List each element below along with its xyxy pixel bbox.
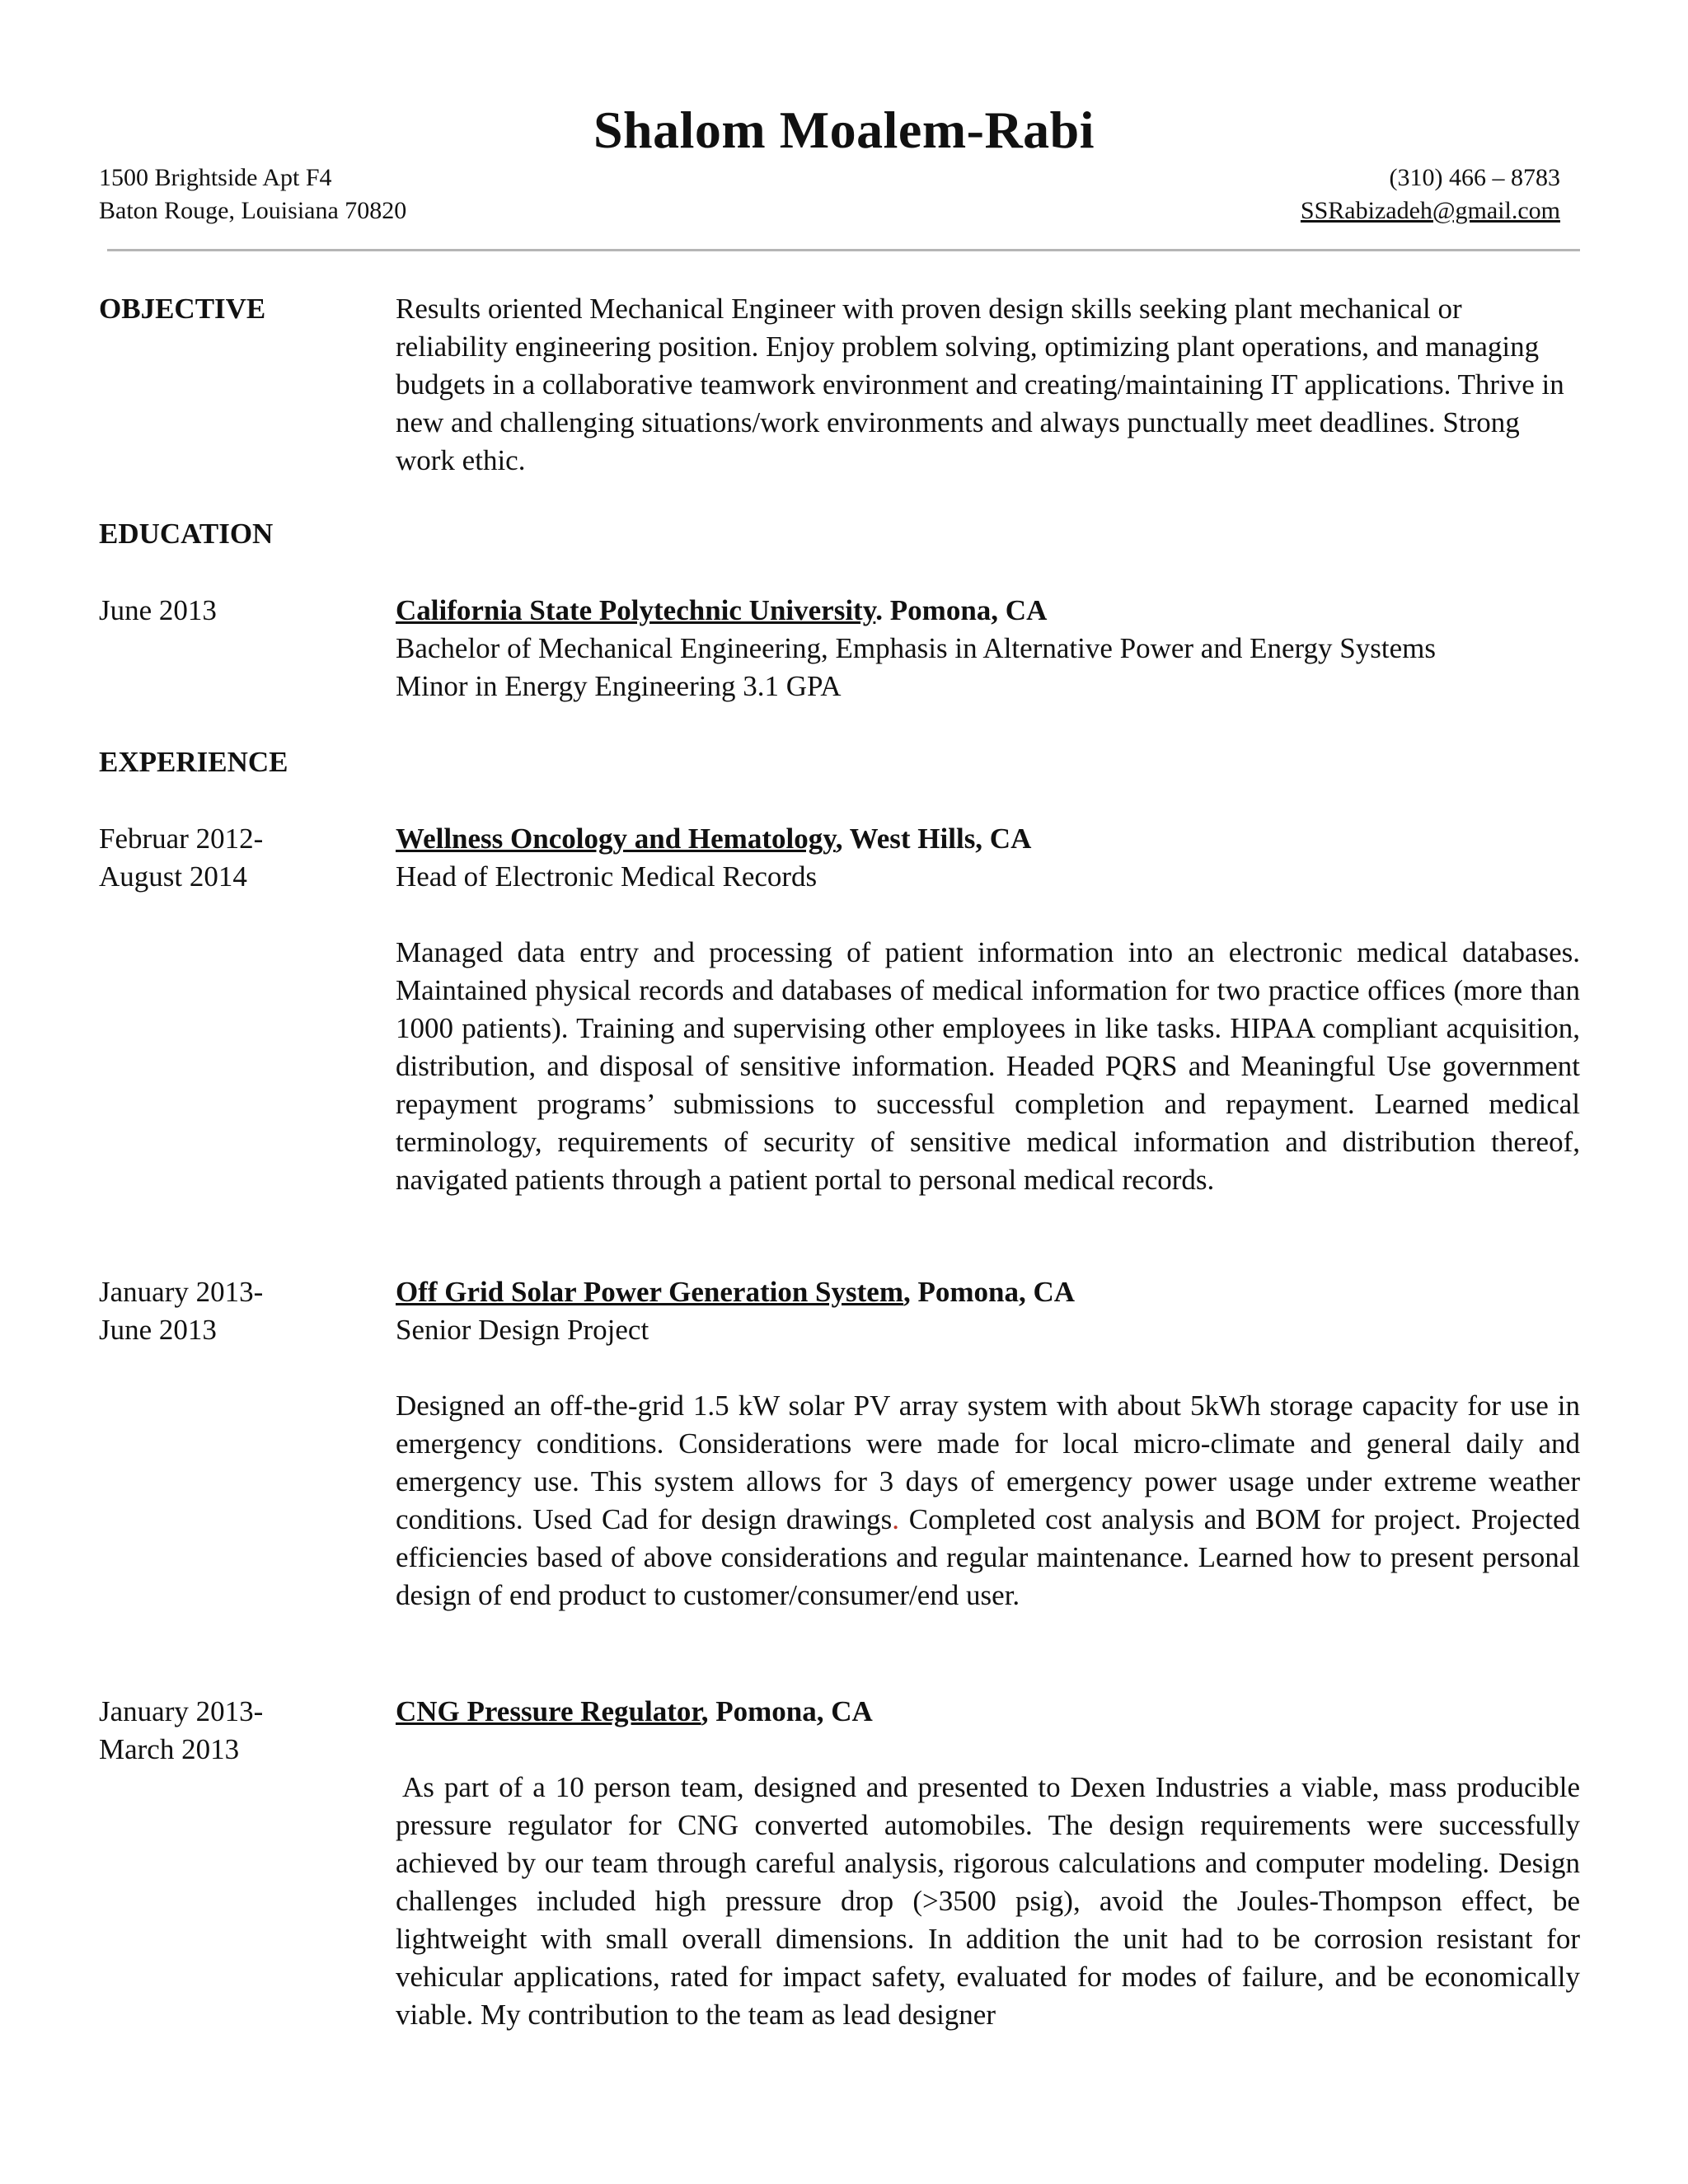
education-date: June 2013 [99, 594, 217, 626]
job-location: , Pomona, CA [903, 1276, 1076, 1308]
job-org: CNG Pressure Regulator [396, 1695, 701, 1727]
job-title: Head of Electronic Medical Records [396, 860, 818, 893]
job-description: Managed data entry and processing of patient information into an electronic medical databases. Maintained physical records and databases of medical information for two practice offices (more than 1000 patients). Training and supervising other employees in like tasks. HIPAA compliant acquisition, distribution, and disposal of sensitive information. Headed PQRS and Meaningful Use government repayment programs’ submissions to successful completion and repayment. Learned medical terminology, requirements of security of sensitive medical information and distribution thereof, navigated patients through a patient portal to personal medical records. [396, 936, 1580, 1196]
header-divider [107, 249, 1580, 251]
address-line-1: 1500 Brightside Apt F4 [99, 164, 332, 191]
job-date-end: March 2013 [99, 1733, 240, 1765]
job-org: Off Grid Solar Power Generation System [396, 1276, 903, 1308]
job-dates [99, 1273, 263, 1349]
job-date-start: Februar 2012- [99, 823, 264, 855]
job-date-start: January 2013- [99, 1276, 264, 1308]
job-date-end: June 2013 [99, 1314, 217, 1346]
education-entry [396, 592, 1580, 705]
degree-line: Bachelor of Mechanical Engineering, Emphasis in Alternative Power and Energy Systems [396, 632, 1436, 664]
job-date-start: January 2013- [99, 1695, 264, 1727]
education-heading: EDUCATION [99, 518, 274, 550]
job-entry [396, 1693, 1580, 2034]
job-title: Senior Design Project [396, 1314, 649, 1346]
job-heading [396, 1693, 1580, 1731]
job-location: , Pomona, CA [701, 1695, 873, 1727]
job-org: Wellness Oncology and Hematology [396, 823, 836, 855]
objective-text: Results oriented Mechanical Engineer with proven design skills seeking plant mechanical or reliability engineering position. Enjoy problem solving, optimizing plant operations, and managing budgets in a collaborative teamwork environment and creating/maintaining IT applications. Thrive in new and challenging situations/work environments and always punctually meet deadlines. Strong work ethic. [396, 293, 1564, 476]
job-description: As part of a 10 person team, designed and presented to Dexen Industries a viable, mass producible pressure regulator for CNG converted automobiles. The design requirements were successfully achieved by our team through careful analysis, rigorous calculations and computer modeling. Design challenges included high pressure drop (>3500 psig), avoid the Joules-Thompson effect, be lightweight with small overall dimensions. In addition the unit had to be corrosion resistant for vehicular applications, rated for impact safety, evaluated for modes of failure, and be economically viable. My contribution to the team as lead designer [396, 1771, 1580, 2031]
job-heading [396, 820, 1580, 858]
address-block [99, 162, 406, 227]
email-link[interactable]: SSRabizadeh@gmail.com [1300, 197, 1560, 224]
contact-block [1301, 162, 1560, 227]
job-description-part-2: Completed cost analysis and BOM for project. Projected efficiencies based of above considerations and regular maintenance. Learned how to present personal design of end product to customer/consumer/end user. [396, 1503, 1580, 1611]
phone-number: (310) 466 – 8783 [1389, 164, 1560, 191]
stray-red-period: . [892, 1503, 899, 1535]
job-description-part-1: Designed an off-the-grid 1.5 kW solar PV array system with about 5kWh storage capacity for use in emergency conditions. Considerations were made for local micro-climate and general daily and emergency use. This system allows for 3 days of emergency power usage under extreme weather conditions. Used Cad for design drawings [396, 1390, 1580, 1535]
address-line-2: Baton Rouge, Louisiana 70820 [99, 197, 407, 224]
objective-heading: OBJECTIVE [99, 293, 266, 325]
job-dates [99, 1693, 263, 1769]
job-entry [396, 820, 1580, 1199]
school-location: . Pomona, CA [875, 594, 1048, 626]
minor-line: Minor in Energy Engineering 3.1 GPA [396, 670, 842, 702]
experience-heading: EXPERIENCE [99, 746, 288, 778]
job-description [396, 1387, 1580, 1615]
job-heading [396, 1273, 1580, 1311]
job-entry [396, 1273, 1580, 1615]
candidate-name: Shalom Moalem-Rabi [593, 101, 1095, 159]
job-location: , West Hills, CA [835, 823, 1032, 855]
school-name: California State Polytechnic University [396, 594, 876, 626]
objective-section [396, 290, 1580, 480]
job-dates [99, 820, 263, 896]
job-date-end: August 2014 [99, 860, 247, 893]
school-heading [396, 592, 1580, 630]
